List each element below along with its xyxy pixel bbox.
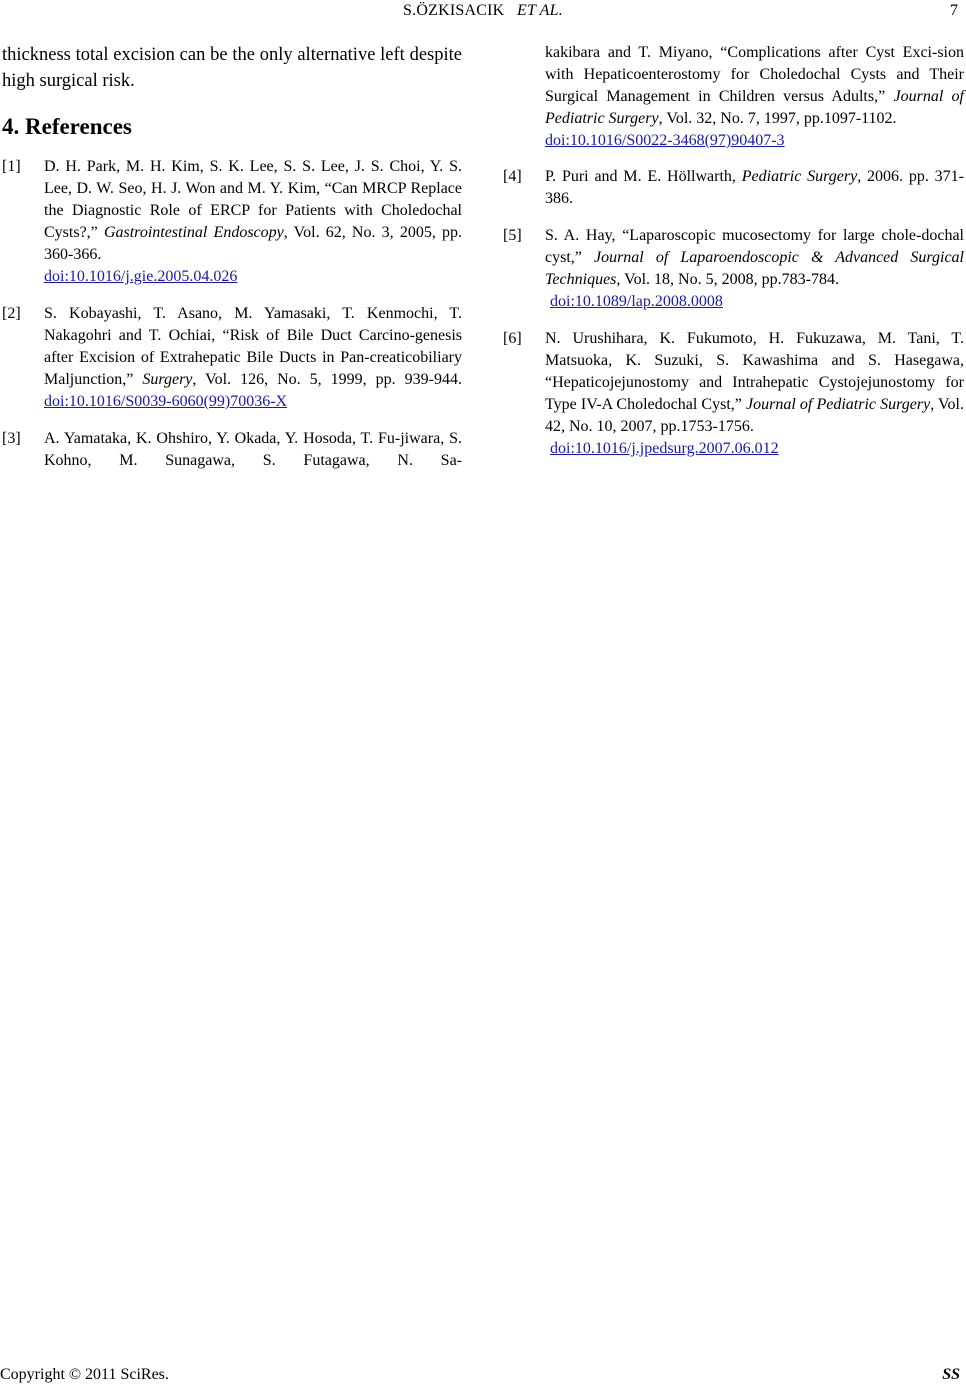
reference-3-continued: kakibara and T. Miyano, “Complications after Cyst Exci-sion with Hepaticoenterostomy for Choledochal Cysts and Their Surgical Management in Children versus Adults,” Journal of Pediatric Surgery, Vol. 32, No. 7, 1997, pp.1097-1102. doi:10.1016/S0022-3468(97)90407-3: [545, 44, 965, 149]
reference-5: [503, 225, 964, 313]
copyright-notice: Copyright © 2011 SciRes.: [0, 1366, 169, 1383]
journal-name: Gastrointestinal Endoscopy: [103, 224, 284, 241]
journal-name: Journal of Laparoendoscopic & Advanced Surgical Techniques: [545, 249, 964, 288]
page-number: 7: [950, 2, 958, 19]
reference-number: [5]: [503, 227, 522, 244]
doi-link[interactable]: doi:10.1016/j.jpedsurg.2007.06.012: [550, 440, 779, 457]
section-title: 4. References: [2, 114, 132, 139]
running-head-authors: S.ÖZKISACIK ET AL.: [403, 2, 563, 19]
reference-number: [1]: [2, 158, 21, 175]
reference-text: A. Yamataka, K. Ohshiro, Y. Okada, Y. Hosoda, T. Fu-jiwara, S. Kohno, M. Sunagawa, S. Futagawa, N. Sa-: [44, 430, 462, 469]
page-footer: [0, 1363, 966, 1387]
reference-number: [3]: [2, 430, 21, 447]
doi-link[interactable]: doi:10.1016/S0022-3468(97)90407-3: [545, 132, 785, 149]
journal-name: Surgery: [142, 371, 193, 388]
reference-number: [2]: [2, 305, 21, 322]
reference-1: [2, 156, 462, 288]
left-column: [2, 42, 462, 487]
reference-text: S. A. Hay, “Laparoscopic mucosectomy for large chole-dochal cyst,” Journal of Laparoendoscopic & Advanced Surgical Techniques, Vol. 18, No. 5, 2008, pp.783-784. doi:10.1089/lap.2008.0008: [545, 227, 964, 310]
doi-link[interactable]: doi:10.1016/j.gie.2005.04.026: [44, 268, 238, 285]
reference-text: D. H. Park, M. H. Kim, S. K. Lee, S. S. Lee, J. S. Choi, Y. S. Lee, D. W. Seo, H. J. Won and M. Y. Kim, “Can MRCP Replace the Diagnostic Role of ERCP for Patients with Choledochal Cysts?,” Gastrointestinal Endoscopy, Vol. 62, No. 3, 2005, pp. 360-366. doi:10.1016/j.gie.2005.04.026: [44, 158, 462, 285]
doi-link[interactable]: doi:10.1016/S0039-6060(99)70036-X: [44, 393, 288, 410]
reference-text: S. Kobayashi, T. Asano, M. Yamasaki, T. Kenmochi, T. Nakagohri and T. Ochiai, “Risk of Bile Duct Carcino-genesis after Excision of Extrahepatic Bile Ducts in Pan-creaticobiliary Maljunction,” Surgery, Vol. 126, No. 5, 1999, pp. 939-944. doi:10.1016/S0039-6060(99)70036-X: [44, 305, 463, 410]
reference-4: [503, 166, 964, 210]
right-column: [503, 42, 964, 475]
running-head: [0, 0, 966, 24]
reference-2: [2, 303, 462, 413]
reference-number: [6]: [503, 330, 522, 347]
reference-text: N. Urushihara, K. Fukumoto, H. Fukuzawa, M. Tani, T. Matsuoka, K. Suzuki, S. Kawashima and S. Hasegawa, “Hepaticojejunostomy and Intrahepatic Cystojejunostomy for Type IV-A Choledochal Cyst,” Journal of Pediatric Surgery, Vol. 42, No. 10, 2007, pp.1753-1756. doi:10.1016/j.jpedsurg.2007.06.012: [545, 330, 964, 457]
journal-name: Journal of Pediatric Surgery: [545, 88, 965, 127]
journal-name: Pediatric Surgery: [741, 168, 858, 185]
reference-text: P. Puri and M. E. Höllwarth, Pediatric Surgery, 2006. pp. 371-386.: [545, 168, 964, 207]
reference-number: [4]: [503, 168, 522, 185]
reference-6: [503, 328, 964, 460]
journal-abbreviation: SS: [942, 1366, 960, 1383]
intro-paragraph: thickness total excision can be the only alternative left despite high surgical risk.: [2, 45, 462, 91]
journal-name: Journal of Pediatric Surgery: [746, 396, 931, 413]
doi-link[interactable]: doi:10.1089/lap.2008.0008: [550, 293, 723, 310]
reference-3: [2, 428, 462, 472]
